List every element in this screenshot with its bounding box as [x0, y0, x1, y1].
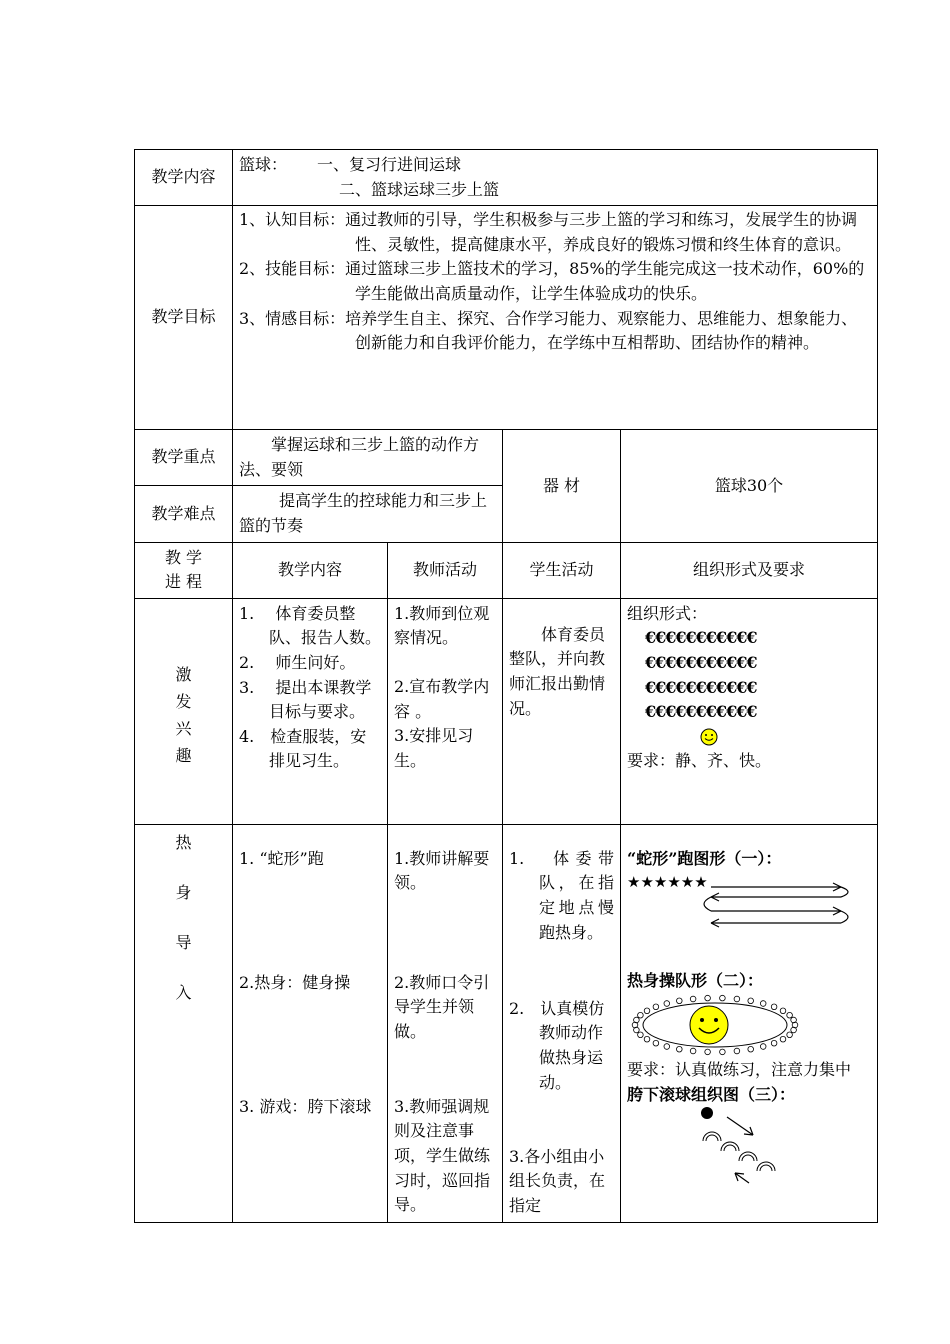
student-mark-icon — [653, 1040, 659, 1046]
list-item: 3. 游戏：胯下滚球 — [239, 1096, 372, 1116]
student-mark-icon — [771, 1004, 777, 1010]
goals-label: 教学目标 — [135, 206, 233, 430]
list-item: 1. “蛇形”跑 — [239, 848, 324, 868]
stage1-char: 兴 — [175, 718, 192, 738]
goals-list — [233, 206, 878, 430]
header-student: 学生活动 — [503, 542, 621, 598]
snake-run-diagram — [627, 871, 867, 947]
list-item: 1.教师到位观察情况。 — [394, 603, 490, 648]
stage2-content — [233, 824, 388, 1222]
student-mark-icon — [705, 995, 711, 1001]
stage2-char: 热 — [175, 832, 192, 852]
student-mark-icon — [664, 1001, 670, 1007]
roll-ball-diagram — [627, 1107, 787, 1187]
student-mark-icon — [690, 996, 696, 1002]
goal-emotional: 3、情感目标：培养学生自主、探究、合作学习能力、观察能力、思维能力、想象能力、创新能力和自我评价能力，在学练中互相帮助、团结协作的精神。 — [239, 308, 858, 353]
stage1-student: 体育委员整队，并向教师汇报出勤情况。 — [503, 598, 621, 824]
teacher-smiley-icon — [627, 725, 871, 749]
key-point-label: 教学重点 — [135, 430, 233, 486]
student-mark-icon — [771, 1040, 777, 1046]
stage2-organization — [621, 824, 878, 1222]
student-mark-icon — [644, 1008, 650, 1014]
list-item: 3. 提出本课教学目标与要求。 — [239, 677, 372, 722]
header-process — [135, 542, 233, 598]
header-teacher: 教师活动 — [388, 542, 503, 598]
list-item: 2.宣布教学内容 。 — [394, 676, 490, 721]
student-mark-icon — [638, 1012, 644, 1018]
diagram1-title: “蛇形”跑图形（一）： — [627, 848, 782, 868]
student-mark-icon — [787, 1032, 793, 1038]
student-mark-icon — [734, 1048, 740, 1054]
equipment-value: 篮球30个 — [621, 430, 878, 542]
stage1-organization — [621, 598, 878, 824]
list-item: 2. 认真模仿教师动作做热身运动。 — [509, 998, 605, 1092]
student-mark-icon — [734, 996, 740, 1002]
student-mark-icon — [720, 995, 726, 1001]
student-mark-icon — [690, 1048, 696, 1054]
student-mark-icon — [664, 1044, 670, 1050]
student-mark-icon — [748, 1046, 754, 1052]
content-line1: 一、复习行进间运球 — [317, 155, 462, 174]
student-mark-icon — [705, 1049, 711, 1055]
list-item: 1. 体育委员整队、报告人数。 — [239, 603, 382, 648]
stage1-requirement: 要求：静、齐、快。 — [627, 750, 772, 770]
student-mark-icon — [760, 1044, 766, 1050]
org-title: 组织形式： — [627, 603, 708, 623]
list-item: 3.安排见习生。 — [394, 726, 474, 770]
content-value — [233, 150, 878, 206]
student-mark-icon — [780, 1036, 786, 1042]
difficulty-label: 教学难点 — [135, 486, 233, 542]
stage1-char: 趣 — [175, 745, 192, 765]
stage2-char: 导 — [175, 932, 192, 952]
student-mark-icon — [677, 1046, 683, 1052]
stage1-char: 激 — [175, 664, 192, 684]
student-mark-icon — [791, 1017, 797, 1023]
key-point-text: 掌握运球和三步上篮的动作方法、要领 — [233, 430, 503, 486]
content-label: 教学内容 — [135, 150, 233, 206]
student-mark-icon — [720, 1049, 726, 1055]
student-mark-icon — [748, 998, 754, 1004]
stage1-char: 发 — [175, 691, 192, 711]
student-mark-icon — [791, 1027, 797, 1033]
student-mark-icon — [787, 1012, 793, 1018]
list-item: 3.各小组由小组长负责，在指定 — [509, 1146, 606, 1215]
diagram3-title: 胯下滚球组织图（三）： — [627, 1084, 796, 1104]
list-item: 3.教师强调规则及注意事项，学生做练习时，巡回指导。 — [394, 1096, 491, 1215]
formation-row: €€€€€€€€€€€ — [645, 628, 757, 648]
list-item: 2.教师口令引导学生并领做。 — [394, 972, 490, 1041]
stage1-content — [233, 598, 388, 824]
student-mark-icon — [677, 998, 683, 1004]
list-item: 2.热身：健身操 — [239, 972, 351, 992]
list-item: 4. 检查服装，安排见习生。 — [239, 726, 367, 771]
stars-row: ★★★★★★ — [627, 873, 708, 892]
stage2-requirement: 要求：认真做练习，注意力集中 — [627, 1059, 852, 1079]
formation-row: €€€€€€€€€€€ — [645, 652, 757, 672]
student-mark-icon — [780, 1008, 786, 1014]
goal-skill: 2、技能目标：通过篮球三步上篮技术的学习，85%的学生能完成这一技术动作，60%的学生能做出高质量动作，让学生体验成功的快乐。 — [239, 259, 865, 303]
stage2-char: 身 — [175, 882, 192, 902]
stage2-student — [503, 824, 621, 1222]
list-item: 1. 体委带队，在指定地点慢跑热身。 — [509, 848, 614, 942]
student-mark-icon — [644, 1036, 650, 1042]
stage2-label — [135, 824, 233, 1222]
student-mark-icon — [653, 1004, 659, 1010]
warmup-formation-diagram — [629, 994, 809, 1056]
stage1-label — [135, 598, 233, 824]
stage2-char: 入 — [175, 982, 192, 1002]
student-mark-icon — [760, 1001, 766, 1007]
stage1-teacher — [388, 598, 503, 824]
student-mark-icon — [634, 1017, 640, 1023]
stage2-teacher — [388, 824, 503, 1222]
goal-cognitive: 1、认知目标：通过教师的引导，学生积极参与三步上篮的学习和练习，发展学生的协调性、灵敏性，提高健康水平，养成良好的锻炼习惯和终生体育的意识。 — [239, 210, 858, 254]
diagram2-title: 热身操队形（二）： — [627, 971, 764, 991]
list-item: 1.教师讲解要领。 — [394, 848, 490, 893]
formation-row: €€€€€€€€€€€ — [645, 677, 757, 697]
header-process-line1: 教 学 — [164, 547, 203, 567]
student-mark-icon — [638, 1032, 644, 1038]
lesson-plan-table — [134, 149, 878, 1223]
difficulty-text: 提高学生的控球能力和三步上篮的节奏 — [233, 486, 503, 542]
content-line2: 二、篮球运球三步上篮 — [339, 179, 500, 199]
header-process-line2: 进 程 — [164, 572, 203, 592]
formation-row: €€€€€€€€€€€ — [645, 702, 757, 722]
list-item: 2. 师生问好。 — [239, 652, 356, 672]
content-prefix: 篮球： — [239, 155, 288, 174]
header-organization: 组织形式及要求 — [621, 542, 878, 598]
ball-icon — [701, 1107, 713, 1119]
header-content: 教学内容 — [233, 542, 388, 598]
equipment-label: 器 材 — [503, 430, 621, 542]
